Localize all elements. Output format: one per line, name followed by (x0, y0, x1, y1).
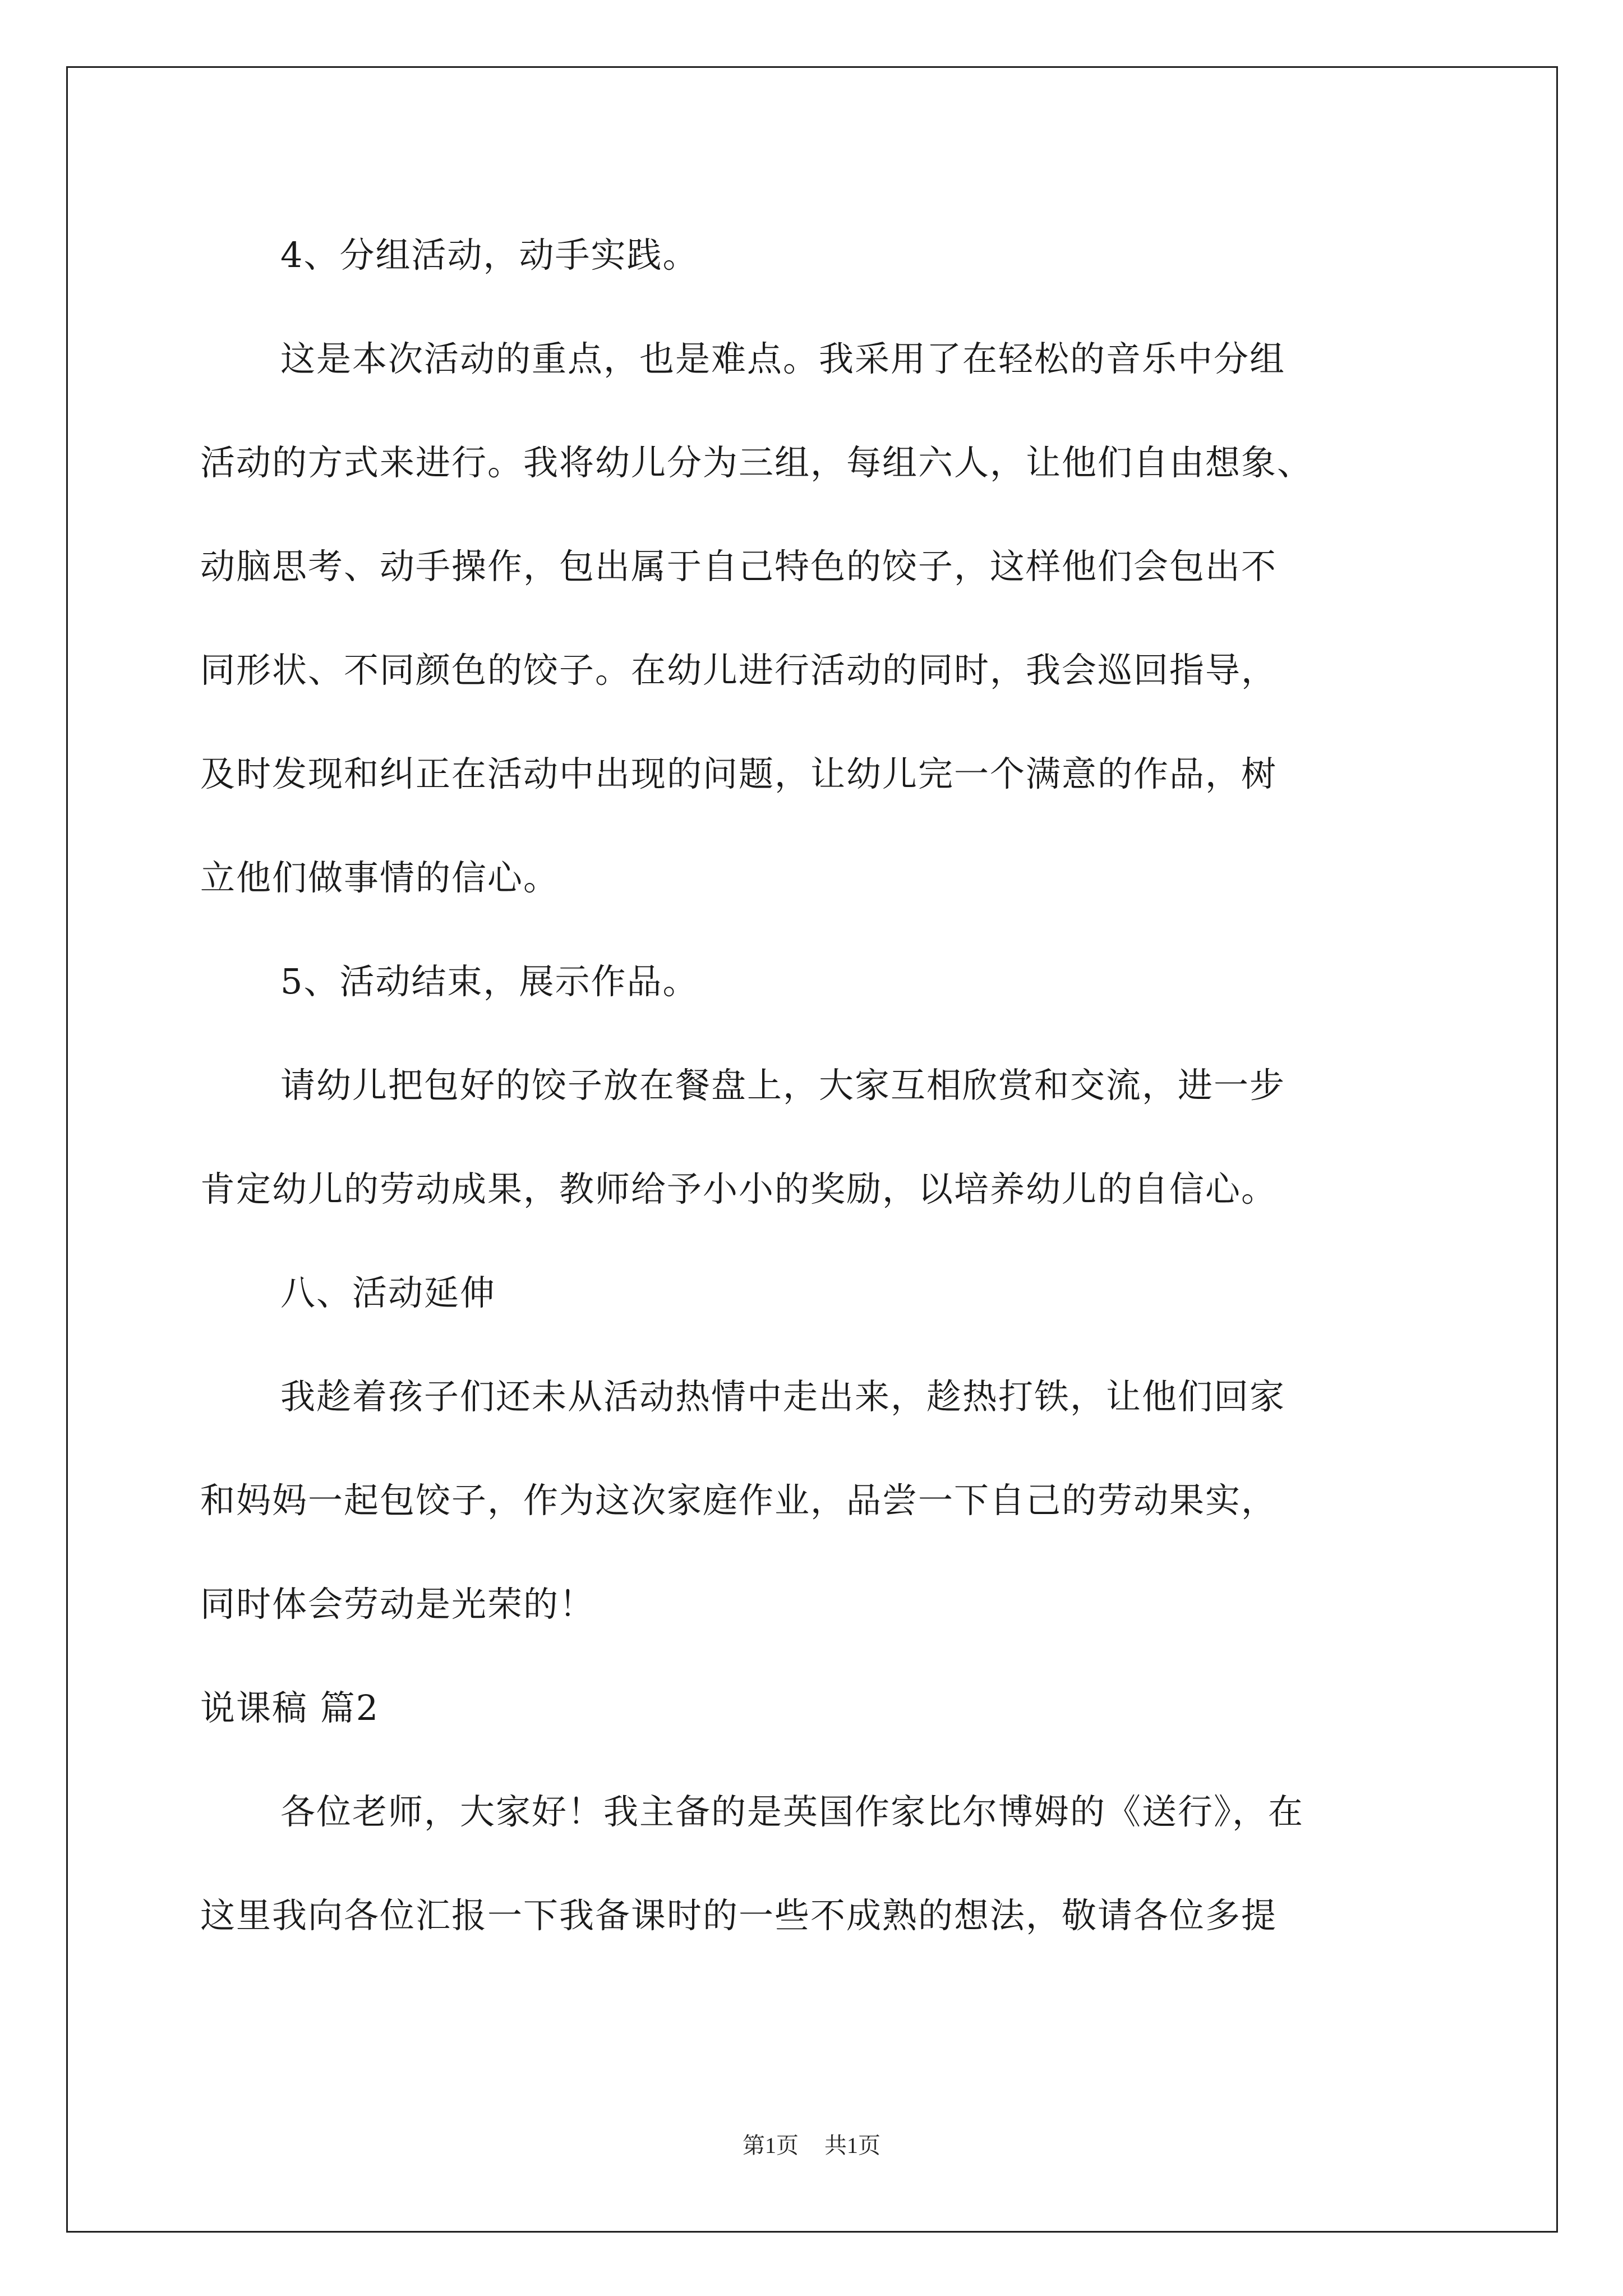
page-footer (0, 2132, 1623, 2160)
paragraph-line: 肯定幼儿的劳动成果，教师给予小小的奖励，以培养幼儿的自信心。 (200, 1168, 1278, 1209)
page-number: 第1页 (743, 2133, 799, 2158)
paragraph-line: 及时发现和纠正在活动中出现的问题，让幼儿完一个满意的作品，树 (200, 753, 1278, 794)
paragraph-line: 各位老师，大家好！我主备的是英国作家比尔博姆的《送行》，在 (280, 1791, 1304, 1832)
paragraph-line: 我趁着孩子们还未从活动热情中走出来，趁热打铁，让他们回家 (280, 1376, 1286, 1417)
section-heading-4: 4、分组活动，动手实践。 (280, 234, 699, 275)
paragraph-line: 同形状、不同颜色的饺子。在幼儿进行活动的同时，我会巡回指导， (200, 650, 1278, 691)
paragraph-line: 请幼儿把包好的饺子放在餐盘上，大家互相欣赏和交流，进一步 (280, 1065, 1286, 1106)
paragraph-line: 这里我向各位汇报一下我备课时的一些不成熟的想法，敬请各位多提 (200, 1895, 1278, 1936)
article-title: 说课稿 篇2 (200, 1687, 380, 1728)
section-heading-8: 八、活动延伸 (280, 1272, 496, 1313)
paragraph-line: 动脑思考、动手操作，包出属于自己特色的饺子，这样他们会包出不 (200, 546, 1278, 587)
paragraph-line: 立他们做事情的信心。 (200, 857, 560, 898)
paragraph-line: 这是本次活动的重点，也是难点。我采用了在轻松的音乐中分组 (280, 338, 1286, 379)
section-heading-5: 5、活动结束，展示作品。 (280, 961, 699, 1002)
page-total: 共1页 (824, 2133, 880, 2158)
paragraph-line: 同时体会劳动是光荣的！ (200, 1584, 596, 1625)
paragraph-line: 活动的方式来进行。我将幼儿分为三组，每组六人，让他们自由想象、 (200, 442, 1313, 483)
paragraph-line: 和妈妈一起包饺子，作为这次家庭作业，品尝一下自己的劳动果实， (200, 1480, 1278, 1521)
